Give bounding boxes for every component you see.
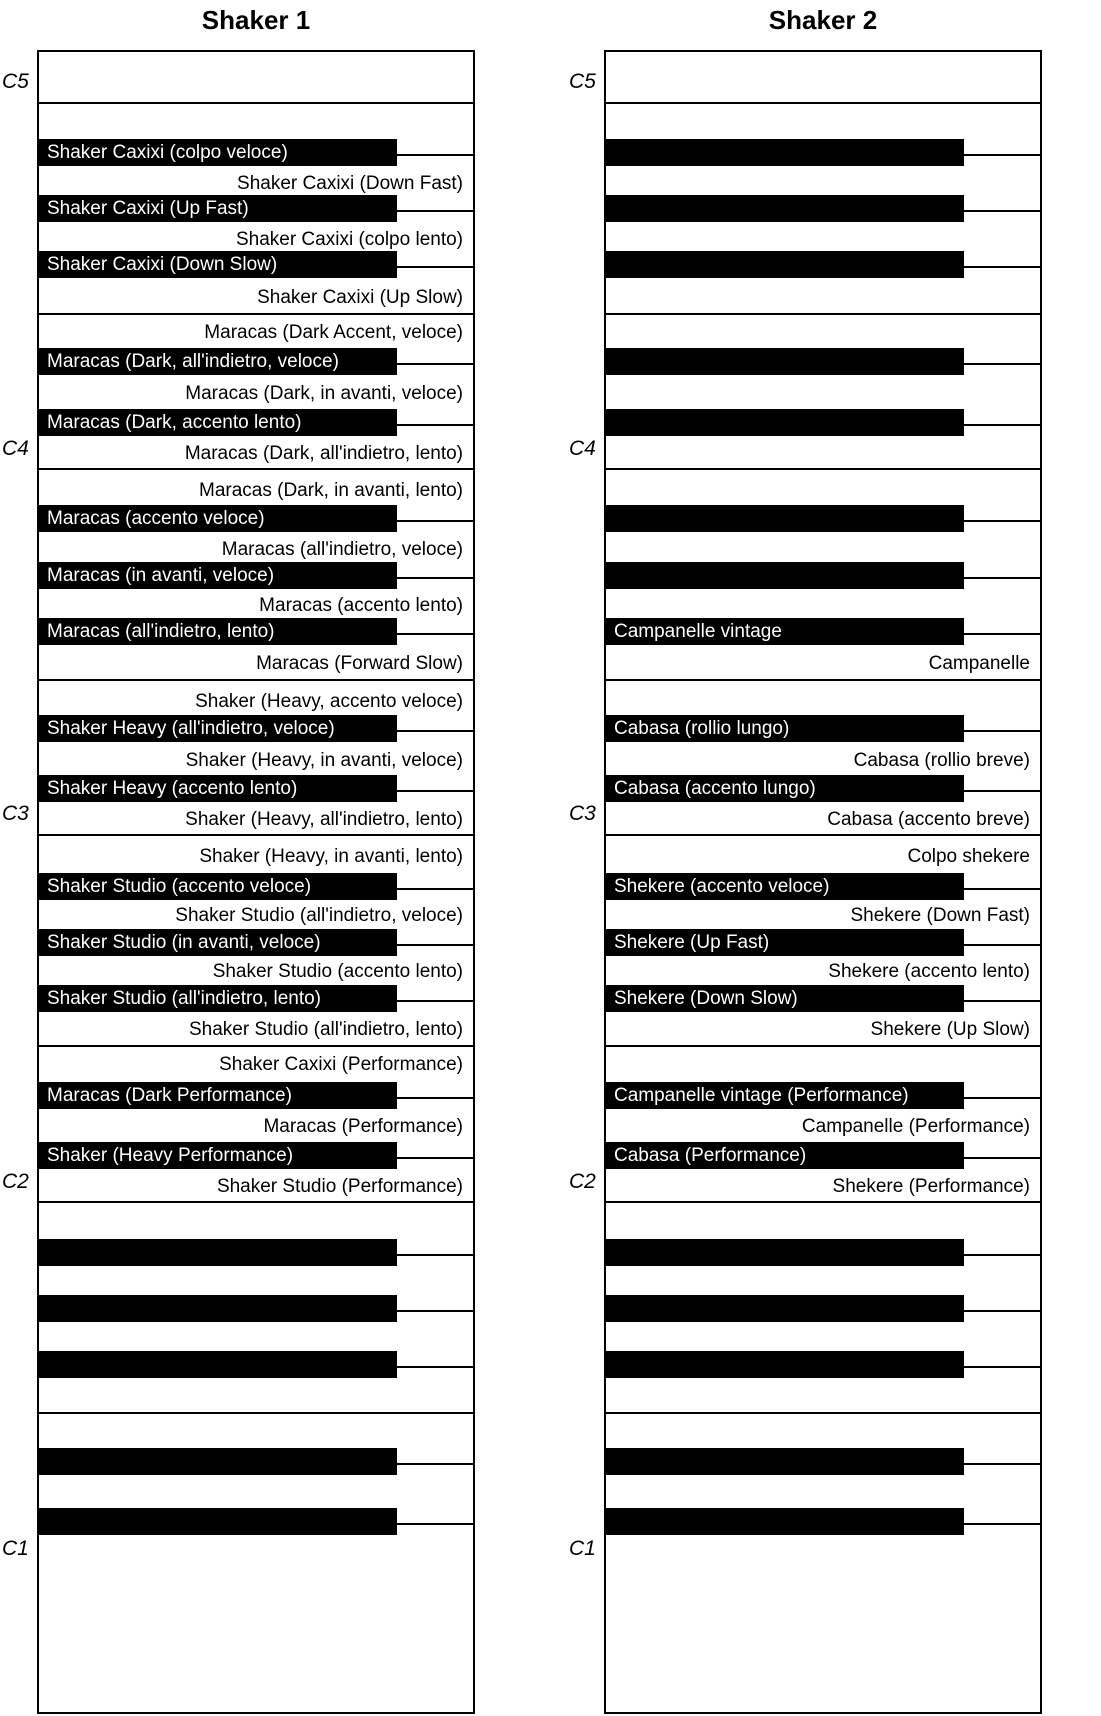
black-key[interactable] bbox=[39, 618, 397, 645]
key-divider-line bbox=[964, 790, 1040, 792]
key-divider-line bbox=[397, 1523, 473, 1525]
key-divider-line bbox=[964, 1310, 1040, 1312]
key-divider-line bbox=[397, 210, 473, 212]
white-key-label: Maracas (Dark Accent, veloce) bbox=[204, 322, 463, 343]
white-key-label: Maracas (accento lento) bbox=[259, 595, 463, 616]
octave-label: C1 bbox=[569, 1537, 596, 1560]
white-key-label: Shaker Studio (Performance) bbox=[216, 1176, 463, 1197]
black-key-label: Shaker Studio (all'indietro, lento) bbox=[47, 988, 321, 1009]
keyboard-shaker-2 bbox=[604, 50, 1042, 1714]
white-key-divider bbox=[606, 313, 1040, 315]
key-divider-line bbox=[964, 577, 1040, 579]
black-key[interactable] bbox=[606, 1239, 964, 1266]
black-key[interactable] bbox=[606, 1508, 964, 1535]
black-key[interactable] bbox=[39, 1239, 397, 1266]
white-key-divider bbox=[606, 1412, 1040, 1414]
black-key-label: Shaker Studio (in avanti, veloce) bbox=[47, 932, 321, 953]
key-divider-line bbox=[397, 520, 473, 522]
black-key[interactable] bbox=[606, 348, 964, 375]
white-key-label: Shekere (Down Fast) bbox=[850, 905, 1030, 926]
black-key-label: Shaker Studio (accento veloce) bbox=[47, 876, 312, 897]
black-key[interactable] bbox=[606, 715, 964, 742]
black-key-label: Shaker Caxixi (Down Slow) bbox=[47, 254, 278, 275]
white-key-label: Shekere (Up Slow) bbox=[870, 1019, 1030, 1040]
key-divider-line bbox=[964, 1157, 1040, 1159]
key-divider-line bbox=[964, 888, 1040, 890]
black-key-label: Campanelle vintage (Performance) bbox=[614, 1085, 909, 1106]
key-divider-line bbox=[964, 520, 1040, 522]
black-key[interactable] bbox=[39, 1351, 397, 1378]
white-key-label: Shaker (Heavy, in avanti, lento) bbox=[199, 846, 463, 867]
key-divider-line bbox=[964, 1366, 1040, 1368]
white-key-divider bbox=[39, 1412, 473, 1414]
black-key-label: Shaker (Heavy Performance) bbox=[47, 1145, 294, 1166]
key-divider-line bbox=[397, 266, 473, 268]
white-key-label: Shaker (Heavy, in avanti, veloce) bbox=[185, 750, 463, 771]
key-divider-line bbox=[397, 1310, 473, 1312]
key-divider-line bbox=[397, 1000, 473, 1002]
white-key-label: Cabasa (rollio breve) bbox=[853, 750, 1030, 771]
white-key-divider bbox=[606, 102, 1040, 104]
black-key-label: Cabasa (accento lungo) bbox=[614, 778, 816, 799]
black-key[interactable] bbox=[39, 1142, 397, 1169]
key-divider-line bbox=[397, 1366, 473, 1368]
white-key-label: Campanelle (Performance) bbox=[801, 1116, 1030, 1137]
black-key[interactable] bbox=[39, 715, 397, 742]
octave-label: C3 bbox=[2, 802, 29, 825]
key-divider-line bbox=[964, 944, 1040, 946]
white-key-label: Campanelle bbox=[928, 653, 1030, 674]
key-divider-line bbox=[964, 1254, 1040, 1256]
key-divider-line bbox=[964, 1523, 1040, 1525]
key-divider-line bbox=[397, 1463, 473, 1465]
black-key-label: Maracas (in avanti, veloce) bbox=[47, 565, 275, 586]
key-divider-line bbox=[397, 1157, 473, 1159]
key-divider-line bbox=[397, 363, 473, 365]
white-key-label: Shaker Studio (all'indietro, lento) bbox=[189, 1019, 463, 1040]
octave-label: C2 bbox=[2, 1170, 29, 1193]
key-divider-line bbox=[964, 633, 1040, 635]
white-key-label: Shaker Studio (accento lento) bbox=[212, 961, 463, 982]
white-key-label: Maracas (Dark, all'indietro, lento) bbox=[184, 443, 463, 464]
black-key[interactable] bbox=[606, 1082, 964, 1109]
black-key[interactable] bbox=[606, 1448, 964, 1475]
white-key-divider bbox=[606, 468, 1040, 470]
black-key[interactable] bbox=[39, 1508, 397, 1535]
black-key[interactable] bbox=[606, 985, 964, 1012]
key-divider-line bbox=[964, 266, 1040, 268]
black-key-label: Shaker Heavy (all'indietro, veloce) bbox=[47, 718, 335, 739]
key-divider-line bbox=[964, 730, 1040, 732]
black-key[interactable] bbox=[39, 1082, 397, 1109]
white-key-label: Maracas (Dark, in avanti, veloce) bbox=[185, 383, 463, 404]
white-key-label: Shaker Caxixi (Performance) bbox=[219, 1054, 463, 1075]
key-divider-line bbox=[397, 154, 473, 156]
black-key-label: Maracas (all'indietro, lento) bbox=[47, 621, 275, 642]
key-divider-line bbox=[397, 888, 473, 890]
black-key-label: Cabasa (Performance) bbox=[614, 1145, 807, 1166]
white-key-label: Shaker Caxixi (Down Fast) bbox=[237, 173, 463, 194]
black-key-label: Maracas (Dark, accento lento) bbox=[47, 412, 302, 433]
black-key-label: Shekere (Up Fast) bbox=[614, 932, 770, 953]
white-key-label: Maracas (Forward Slow) bbox=[256, 653, 463, 674]
black-key[interactable] bbox=[606, 195, 964, 222]
black-key-label: Shekere (Down Slow) bbox=[614, 988, 798, 1009]
key-divider-line bbox=[964, 1097, 1040, 1099]
black-key[interactable] bbox=[606, 1295, 964, 1322]
white-key-label: Maracas (Dark, in avanti, lento) bbox=[199, 480, 463, 501]
black-key[interactable] bbox=[39, 409, 397, 436]
black-key[interactable] bbox=[606, 139, 964, 166]
white-key-label: Shaker (Heavy, accento veloce) bbox=[195, 691, 463, 712]
octave-label: C1 bbox=[2, 1537, 29, 1560]
black-key[interactable] bbox=[606, 929, 964, 956]
black-key-label: Shaker Caxixi (colpo veloce) bbox=[47, 142, 288, 163]
keyboard-shaker-2-title: Shaker 2 bbox=[768, 5, 878, 35]
black-key[interactable] bbox=[39, 348, 397, 375]
white-key-label: Shaker Caxixi (Up Slow) bbox=[257, 287, 463, 308]
key-divider-line bbox=[397, 1097, 473, 1099]
black-key[interactable] bbox=[606, 562, 964, 589]
octave-label: C3 bbox=[569, 802, 596, 825]
key-divider-line bbox=[964, 210, 1040, 212]
black-key[interactable] bbox=[606, 409, 964, 436]
octave-label: C4 bbox=[569, 437, 596, 460]
black-key[interactable] bbox=[39, 562, 397, 589]
white-key-label: Colpo shekere bbox=[907, 846, 1030, 867]
black-key-label: Shekere (accento veloce) bbox=[614, 876, 830, 897]
black-key[interactable] bbox=[39, 775, 397, 802]
key-divider-line bbox=[964, 424, 1040, 426]
black-key[interactable] bbox=[39, 1448, 397, 1475]
black-key-label: Maracas (Dark, all'indietro, veloce) bbox=[47, 351, 339, 372]
black-key[interactable] bbox=[39, 1295, 397, 1322]
key-divider-line bbox=[964, 154, 1040, 156]
black-key[interactable] bbox=[606, 873, 964, 900]
black-key-label: Maracas (accento veloce) bbox=[47, 508, 265, 529]
black-key[interactable] bbox=[606, 505, 964, 532]
black-key[interactable] bbox=[606, 1351, 964, 1378]
black-key-label: Shaker Caxixi (Up Fast) bbox=[47, 198, 249, 219]
white-key-label: Shaker (Heavy, all'indietro, lento) bbox=[185, 809, 463, 830]
white-key-divider bbox=[39, 102, 473, 104]
octave-label: C5 bbox=[2, 70, 29, 93]
white-key-label: Shaker Caxixi (colpo lento) bbox=[235, 229, 463, 250]
octave-label: C2 bbox=[569, 1170, 596, 1193]
octave-label: C4 bbox=[2, 437, 29, 460]
white-key-label: Maracas (Performance) bbox=[263, 1116, 463, 1137]
white-key-label: Cabasa (accento breve) bbox=[827, 809, 1030, 830]
black-key[interactable] bbox=[606, 775, 964, 802]
black-key-label: Shaker Heavy (accento lento) bbox=[47, 778, 298, 799]
key-divider-line bbox=[397, 633, 473, 635]
key-divider-line bbox=[964, 363, 1040, 365]
keyboard-shaker-1-title: Shaker 1 bbox=[201, 5, 311, 35]
white-key-label: Shekere (Performance) bbox=[832, 1176, 1030, 1197]
key-divider-line bbox=[397, 424, 473, 426]
black-key[interactable] bbox=[606, 251, 964, 278]
white-key-label: Shaker Studio (all'indietro, veloce) bbox=[175, 905, 463, 926]
black-key[interactable] bbox=[606, 1142, 964, 1169]
key-divider-line bbox=[397, 577, 473, 579]
key-divider-line bbox=[397, 1254, 473, 1256]
octave-label: C5 bbox=[569, 70, 596, 93]
white-key-label: Shekere (accento lento) bbox=[828, 961, 1030, 982]
black-key-label: Maracas (Dark Performance) bbox=[47, 1085, 292, 1106]
black-key-label: Campanelle vintage bbox=[614, 621, 782, 642]
black-key[interactable] bbox=[39, 505, 397, 532]
key-divider-line bbox=[397, 790, 473, 792]
key-divider-line bbox=[397, 730, 473, 732]
key-divider-line bbox=[964, 1463, 1040, 1465]
key-divider-line bbox=[397, 944, 473, 946]
black-key[interactable] bbox=[606, 618, 964, 645]
white-key-label: Maracas (all'indietro, veloce) bbox=[221, 539, 463, 560]
black-key-label: Cabasa (rollio lungo) bbox=[614, 718, 790, 739]
key-divider-line bbox=[964, 1000, 1040, 1002]
black-key[interactable] bbox=[39, 985, 397, 1012]
black-key[interactable] bbox=[39, 873, 397, 900]
black-key[interactable] bbox=[39, 929, 397, 956]
keyboard-shaker-1 bbox=[37, 50, 475, 1714]
black-key[interactable] bbox=[39, 139, 397, 166]
